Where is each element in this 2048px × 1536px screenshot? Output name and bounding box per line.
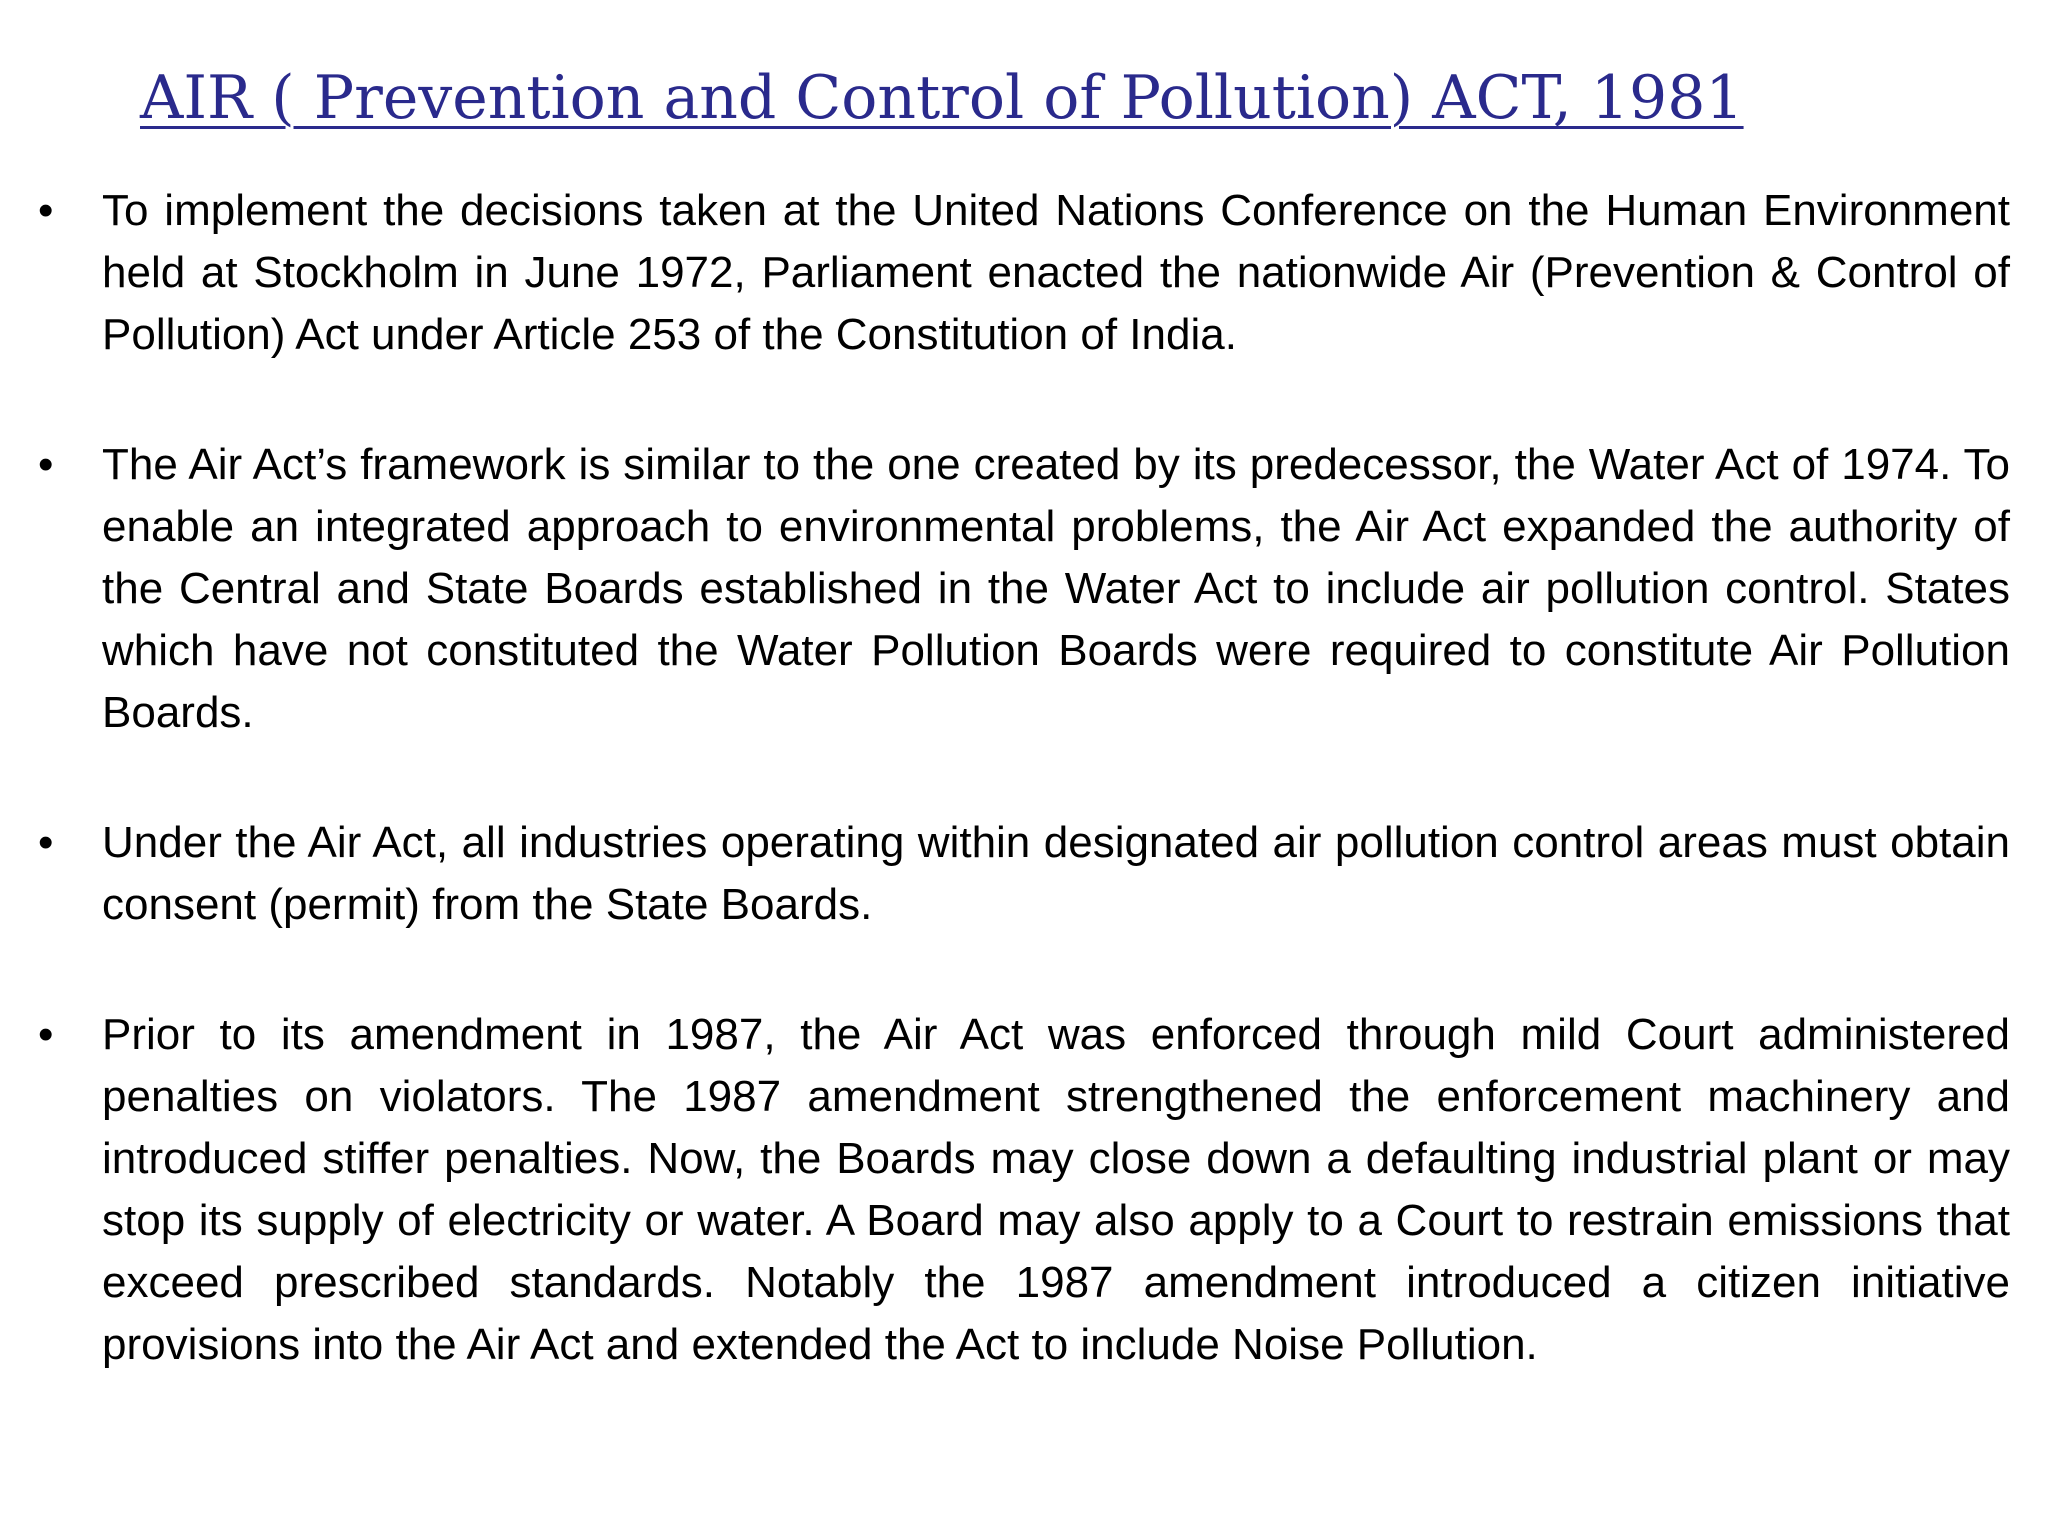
bullet-list	[30, 180, 2010, 1444]
bullet-text: Prior to its amendment in 1987, the Air Act was enforced through mild Court administered penalties on violators. The 1987 amendment strengthened the enforcement machinery and introduced stiffer penalties. Now, the Boards may close down a defaulting industrial plant or may stop its supply of electricity or water. A Board may also apply to a Court to restrain emissions that exceed prescribed standards. Notably the 1987 amendment introduced a citizen initiative provisions into the Air Act and extended the Act to include Noise Pollution.	[102, 1010, 2010, 1369]
bullet-text: Under the Air Act, all industries operating within designated air pollution control areas must obtain consent (permit) from the State Boards.	[102, 818, 2010, 929]
bullet-marker: •	[38, 818, 54, 867]
bullet-text: The Air Act’s framework is similar to the one created by its predecessor, the Water Act of 1974. To enable an integrated approach to environmental problems, the Air Act expanded the authority of the Central and State Boards established in the Water Act to include air pollution control. States which have not constituted the Water Pollution Boards were required to constitute Air Pollution Boards.	[102, 440, 2010, 737]
bullet-item-2	[30, 434, 2010, 744]
bullet-item-4	[30, 1004, 2010, 1376]
bullet-item-1	[30, 180, 2010, 366]
bullet-marker: •	[38, 186, 54, 235]
slide-title: AIR ( Prevention and Control of Pollution) ACT, 1981	[140, 63, 1744, 133]
bullet-marker: •	[38, 440, 54, 489]
bullet-text: To implement the decisions taken at the United Nations Conference on the Human Environment held at Stockholm in June 1972, Parliament enacted the nationwide Air (Prevention & Control of Pollution) Act under Article 253 of the Constitution of India.	[102, 186, 2010, 359]
bullet-marker: •	[38, 1010, 54, 1059]
bullet-item-3	[30, 812, 2010, 936]
